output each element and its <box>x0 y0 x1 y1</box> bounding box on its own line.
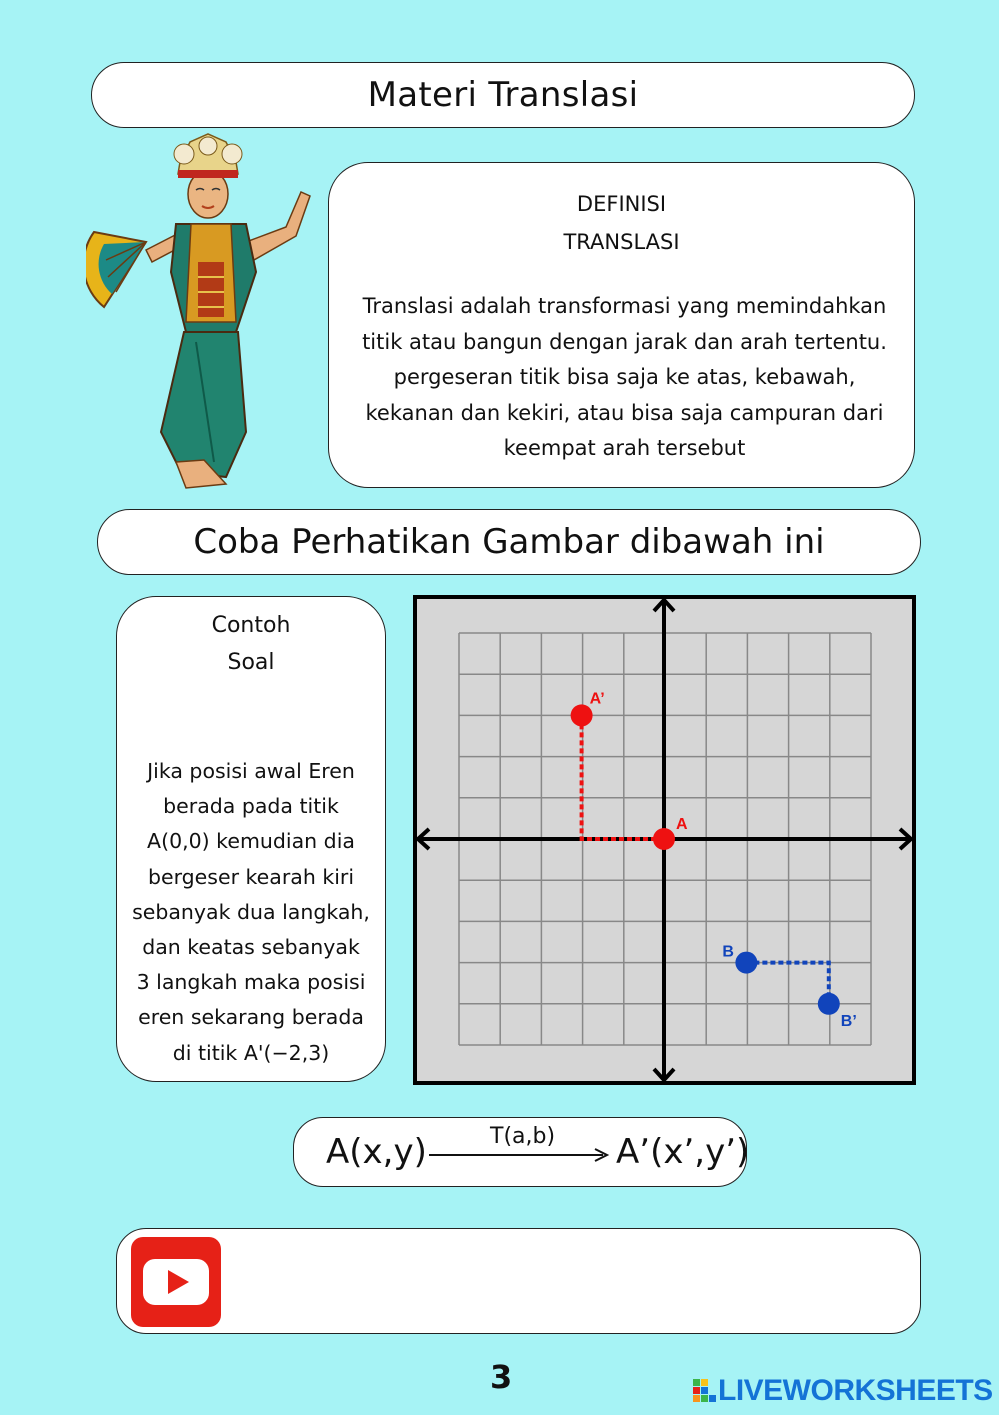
formula-left: A(x,y) <box>326 1132 427 1172</box>
definition-heading-line1: DEFINISI <box>576 192 667 216</box>
example-line: A(0,0) kemudian dia <box>147 829 355 854</box>
page-title: Materi Translasi <box>367 75 639 115</box>
definition-line: pergeseran titik bisa saja ke atas, kebawah, <box>393 365 856 389</box>
example-heading <box>117 607 385 681</box>
label-a-prime: A’ <box>589 690 605 708</box>
definition-heading-line2: TRANSLASI <box>563 230 680 254</box>
example-line: berada pada titik <box>163 794 339 819</box>
point-a <box>653 828 675 850</box>
arrow-right-icon <box>429 1148 611 1162</box>
point-b <box>735 952 757 974</box>
brand-logo[interactable] <box>692 1374 993 1408</box>
subtitle-text: Coba Perhatikan Gambar dibawah ini <box>193 522 825 562</box>
example-card <box>116 596 386 1082</box>
formula-right: A’(x’,y’) <box>616 1132 750 1172</box>
label-a: A <box>676 816 688 833</box>
example-line: 3 langkah maka posisi <box>136 970 366 995</box>
point-a-prime <box>571 704 593 726</box>
definition-line: kekanan dan kekiri, atau bisa saja campuran dari <box>365 400 884 425</box>
label-b: B <box>722 943 734 961</box>
liveworksheets-logo-icon <box>692 1378 718 1404</box>
brand-name: LIVEWORKSHEETS <box>718 1374 993 1407</box>
page-number: 3 <box>490 1358 513 1396</box>
label-b-prime: B’ <box>840 1012 857 1030</box>
example-body <box>121 754 381 1071</box>
example-line: eren sekarang berada <box>138 1005 364 1030</box>
subtitle-banner <box>97 509 921 575</box>
definition-line: keempat arah tersebut <box>503 436 746 460</box>
example-line: dan keatas sebanyak <box>142 935 360 960</box>
video-embed-box[interactable] <box>116 1228 921 1334</box>
balinese-dancer-illustration <box>86 132 316 494</box>
youtube-play-icon[interactable] <box>131 1237 221 1327</box>
example-line: di titik A'(−2,3) <box>172 1040 330 1065</box>
page-title-banner <box>91 62 915 128</box>
point-b-prime <box>818 993 840 1015</box>
definition-body <box>343 289 906 467</box>
definition-line: titik atau bangun dengan jarak dan arah tertentu. <box>362 329 887 354</box>
example-line: sebanyak dua langkah, <box>132 899 370 924</box>
translation-formula <box>293 1117 750 1187</box>
example-line: Jika posisi awal Eren <box>147 759 355 783</box>
example-line: bergeser kearah kiri <box>147 864 355 889</box>
fan-icon <box>86 232 146 307</box>
coordinate-grid <box>413 595 916 1085</box>
example-heading-line2: Soal <box>227 650 275 675</box>
definition-heading <box>329 185 914 261</box>
definition-card <box>328 162 915 488</box>
formula-label: T(a,b) <box>490 1124 556 1149</box>
definition-line: Translasi adalah transformasi yang memindahkan <box>362 294 887 318</box>
example-heading-line1: Contoh <box>211 613 291 638</box>
